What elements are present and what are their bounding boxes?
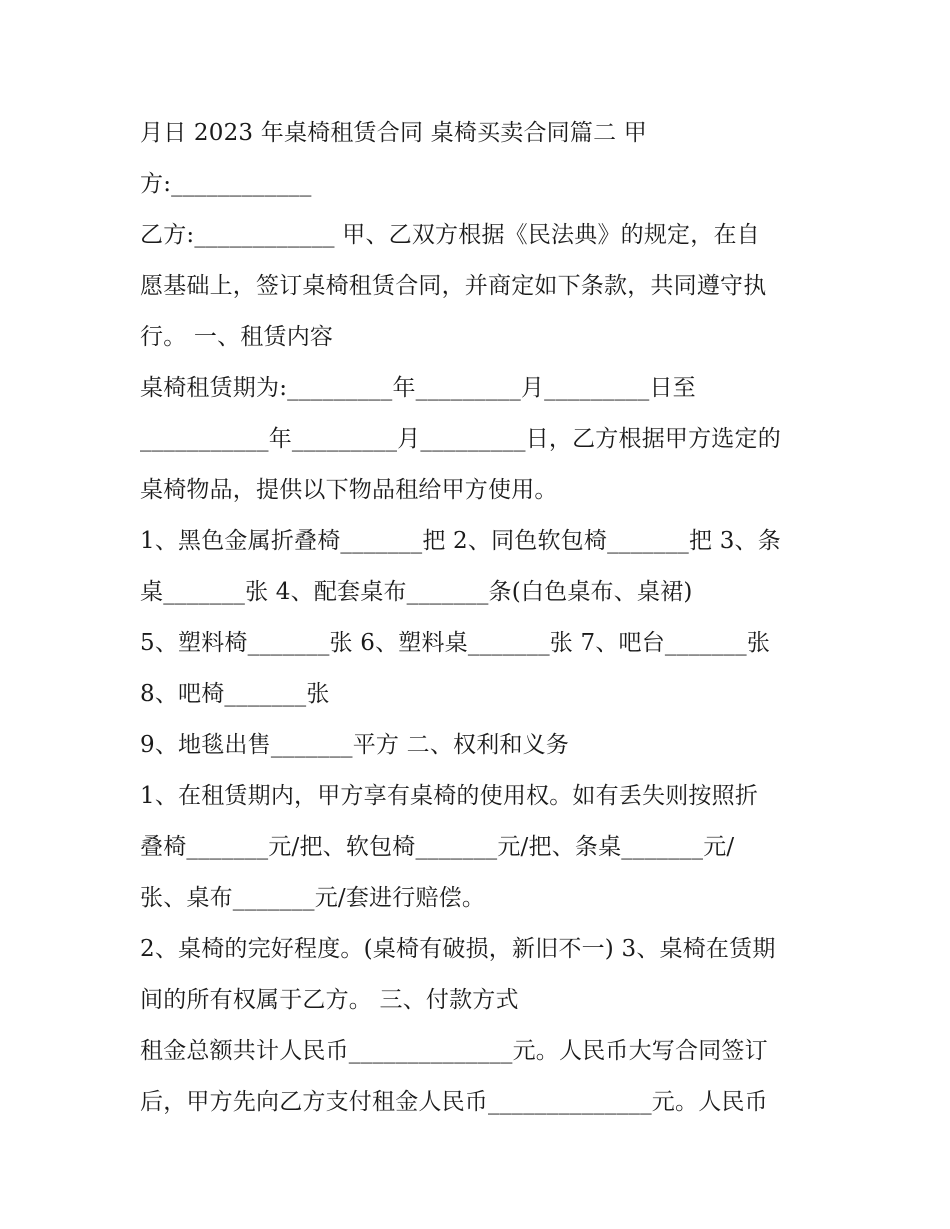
text-line-19: 租金总额共计人民币______________元。人民币大写合同签订	[140, 1038, 768, 1064]
text-line-9: 1、黑色金属折叠椅_______把 2、同色软包椅_______把 3、条	[140, 528, 781, 554]
text-line-1: 月日 2023 年桌椅租赁合同 桌椅买卖合同篇二 甲	[140, 120, 647, 146]
text-line-8: 桌椅物品，提供以下物品租给甲方使用。	[140, 477, 558, 503]
text-line-5: 行。 一、租赁内容	[140, 324, 334, 350]
text-line-6: 桌椅租赁期为:_________年_________月_________日至	[140, 375, 696, 401]
text-line-2: 方:____________	[140, 171, 312, 197]
text-line-14: 1、在租赁期内，甲方享有桌椅的使用权。如有丢失则按照折	[140, 783, 759, 809]
text-line-13: 9、地毯出售_______平方 二、权利和义务	[140, 732, 570, 758]
text-line-4: 愿基础上，签订桌椅租赁合同，并商定如下条款，共同遵守执	[140, 273, 767, 299]
document-body	[140, 108, 820, 1128]
text-line-17: 2、桌椅的完好程度。(桌椅有破损，新旧不一) 3、桌椅在赁期	[140, 936, 776, 962]
text-line-20: 后，甲方先向乙方支付租金人民币______________元。人民币	[140, 1089, 768, 1115]
text-line-12: 8、吧椅_______张	[140, 681, 330, 707]
text-line-10: 桌_______张 4、配套桌布_______条(白色桌布、桌裙)	[140, 579, 693, 605]
text-line-11: 5、塑料椅_______张 6、塑料桌_______张 7、吧台_______张	[140, 630, 771, 656]
text-line-7: ___________年_________月_________日，乙方根据甲方选定的	[140, 426, 781, 452]
text-line-18: 间的所有权属于乙方。 三、付款方式	[140, 987, 519, 1013]
text-line-15: 叠椅_______元/把、软包椅_______元/把、条桌_______元/	[140, 834, 735, 860]
text-line-16: 张、桌布_______元/套进行赔偿。	[140, 885, 486, 911]
text-line-3: 乙方:____________ 甲、乙双方根据《民法典》的规定，在自	[140, 222, 760, 248]
